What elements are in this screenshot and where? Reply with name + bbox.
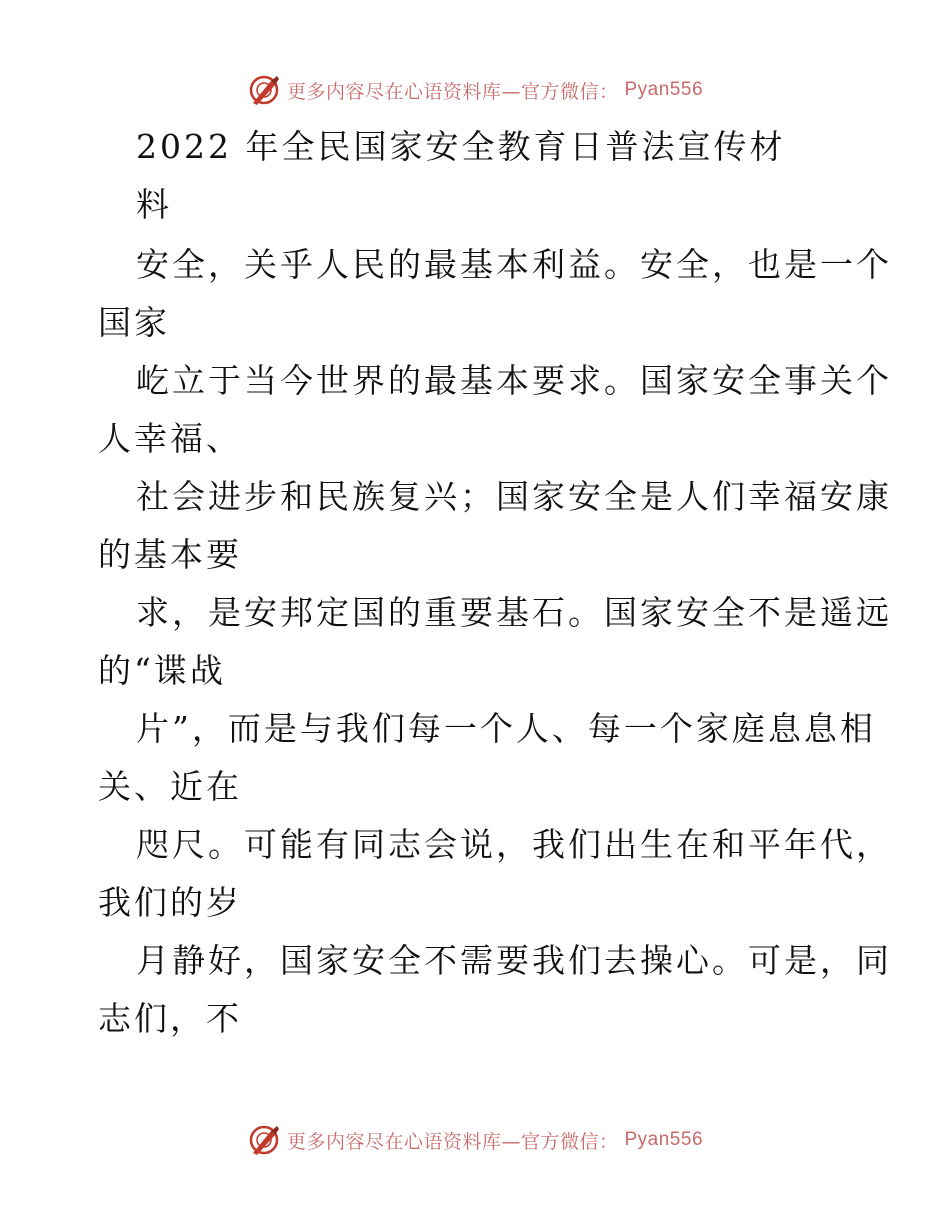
paragraph-line: 片”，而是与我们每一个人、每一个家庭息息相 xyxy=(136,709,876,748)
paragraph-line: 国家 xyxy=(98,303,170,342)
paragraph-line: 安全，关乎人民的最基本利益。安全，也是一个 xyxy=(136,245,892,284)
paragraph-line: 的“谍战 xyxy=(98,651,226,690)
paragraph-line: 关、近在 xyxy=(98,767,242,806)
paragraph-line: 求，是安邦定国的重要基石。国家安全不是遥远 xyxy=(136,593,892,632)
document-title-line-1: 2022 年全民国家安全教育日普法宣传材 xyxy=(136,127,786,166)
footer-watermark xyxy=(0,1120,950,1160)
paragraph-line: 的基本要 xyxy=(98,535,242,574)
paragraph-line: 月静好，国家安全不需要我们去操心。可是，同 xyxy=(136,941,892,980)
watermark-brand-text: 更多内容尽在心语资料库—官方微信： xyxy=(286,1130,619,1153)
paragraph-line: 我们的岁 xyxy=(98,883,242,922)
paragraph-line: 社会进步和民族复兴；国家安全是人们幸福安康 xyxy=(136,477,892,516)
pen-circle-icon xyxy=(247,1123,281,1157)
watermark-wechat-id: Pyan556 xyxy=(624,79,704,100)
watermark-brand-text: 更多内容尽在心语资料库—官方微信： xyxy=(286,80,619,103)
watermark-wechat-id: Pyan556 xyxy=(624,1129,704,1150)
document-title-line-2: 料 xyxy=(136,185,172,224)
header-watermark xyxy=(0,70,950,110)
paragraph-line: 咫尺。可能有同志会说，我们出生在和平年代， xyxy=(136,825,892,864)
pen-circle-icon xyxy=(247,73,281,107)
paragraph-line: 屹立于当今世界的最基本要求。国家安全事关个 xyxy=(136,361,892,400)
paragraph-line: 人幸福、 xyxy=(98,419,242,458)
paragraph-line: 志们，不 xyxy=(98,999,242,1038)
